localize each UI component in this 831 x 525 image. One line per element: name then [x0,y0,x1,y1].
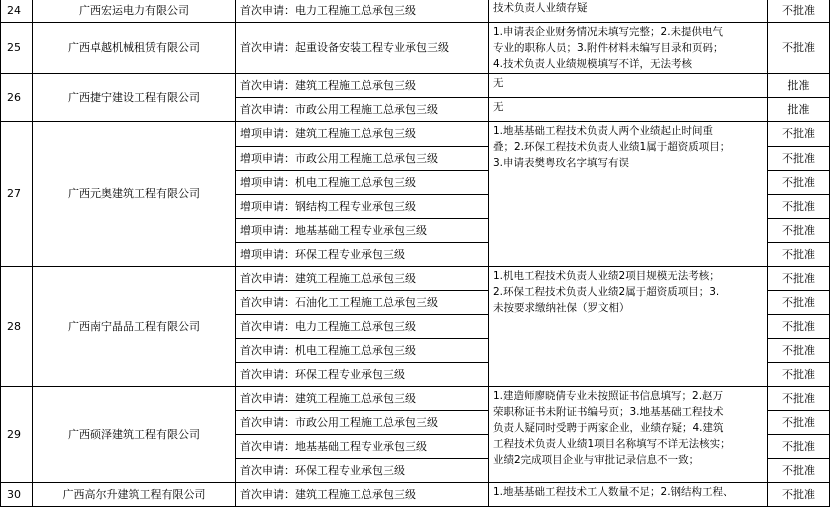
review-result: 不批准 [768,459,830,483]
company-name: 广西高尔升建筑工程有限公司 [33,483,236,507]
application-item: 增项申请：地基基础工程专业承包三级 [236,219,489,243]
application-item: 首次申请：环保工程专业承包三级 [236,459,489,483]
application-item: 首次申请：建筑工程施工总承包三级 [236,74,489,98]
review-result: 批准 [768,98,830,122]
application-item: 首次申请：建筑工程施工总承包三级 [236,387,489,411]
table-row [1,122,830,147]
review-result: 不批准 [768,363,830,387]
review-result: 不批准 [768,195,830,219]
application-item: 首次申请：石油化工工程施工总承包三级 [236,291,489,315]
review-opinion: 1.地基基础工程技术工人数量不足；2.钢结构工程、 [489,483,768,507]
review-result: 不批准 [768,243,830,267]
review-result: 不批准 [768,122,830,147]
review-result: 不批准 [768,387,830,411]
table-row [1,0,830,23]
review-opinion: 1.申请表企业财务情况未填写完整；2.未提供电气 专业的职称人员；3.附件材料未编写目录和页码； 4.技术负责人业绩规模填写不详，无法考核 [489,23,768,74]
row-number: 30 [1,483,33,507]
application-item: 增项申请：市政公用工程施工总承包三级 [236,147,489,171]
row-number: 29 [1,387,33,483]
company-name: 广西宏运电力有限公司 [33,0,236,23]
row-number: 28 [1,267,33,387]
review-result: 不批准 [768,291,830,315]
review-result: 不批准 [768,267,830,291]
review-result: 不批准 [768,219,830,243]
review-result: 批准 [768,74,830,98]
review-opinion: 无 [489,74,768,98]
review-result: 不批准 [768,23,830,74]
application-item: 首次申请：起重设备安装工程专业承包三级 [236,23,489,74]
review-result: 不批准 [768,411,830,435]
application-item: 首次申请：市政公用工程施工总承包三级 [236,98,489,122]
application-item: 首次申请：建筑工程施工总承包三级 [236,267,489,291]
application-item: 首次申请：电力工程施工总承包三级 [236,0,489,23]
table-row [1,387,830,411]
row-number: 26 [1,74,33,122]
application-item: 首次申请：市政公用工程施工总承包三级 [236,411,489,435]
company-name: 广西卓越机械租赁有限公司 [33,23,236,74]
table-row [1,23,830,74]
application-item: 增项申请：机电工程施工总承包三级 [236,171,489,195]
table-row [1,483,830,507]
row-number: 24 [1,0,33,23]
review-opinion: 无 [489,98,768,122]
review-opinion: 1.地基基础工程技术负责人两个业绩起止时间重 叠；2.环保工程技术负责人业绩1属于超资质项目； 3.申请表樊粤玫名字填写有误 [489,122,768,267]
review-result: 不批准 [768,171,830,195]
application-item: 首次申请：机电工程施工总承包三级 [236,339,489,363]
application-item: 增项申请：环保工程专业承包三级 [236,243,489,267]
review-result: 不批准 [768,339,830,363]
review-result: 不批准 [768,0,830,23]
application-item: 首次申请：环保工程专业承包三级 [236,363,489,387]
review-opinion: 1.建造师廖晓倩专业未按照证书信息填写；2.赵万 荣职称证书未附证书编号页；3.地基基础工程技术 负责人疑同时受聘于两家企业，业绩存疑；4.建筑 工程技术负责人业绩1项目名称填写不详无法核实； 业绩2完成项目企业与审批记录信息不一致； [489,387,768,483]
company-name: 广西捷宁建设工程有限公司 [33,74,236,122]
review-result: 不批准 [768,315,830,339]
company-name: 广西南宁晶品工程有限公司 [33,267,236,387]
application-item: 首次申请：建筑工程施工总承包三级 [236,483,489,507]
application-item: 首次申请：地基基础工程专业承包三级 [236,435,489,459]
table-row [1,74,830,98]
review-opinion: 技术负责人业绩存疑 [489,0,768,23]
review-result: 不批准 [768,483,830,507]
company-name: 广西元奥建筑工程有限公司 [33,122,236,267]
application-item: 首次申请：电力工程施工总承包三级 [236,315,489,339]
review-result: 不批准 [768,435,830,459]
review-opinion: 1.机电工程技术负责人业绩2项目规模无法考核； 2.环保工程技术负责人业绩2属于超资质项目；3. 未按要求缴纳社保（罗文相） [489,267,768,387]
row-number: 25 [1,23,33,74]
company-name: 广西硕泽建筑工程有限公司 [33,387,236,483]
application-item: 增项申请：钢结构工程专业承包三级 [236,195,489,219]
row-number: 27 [1,122,33,267]
table-row [1,267,830,291]
review-result: 不批准 [768,147,830,171]
application-item: 增项申请：建筑工程施工总承包三级 [236,122,489,147]
